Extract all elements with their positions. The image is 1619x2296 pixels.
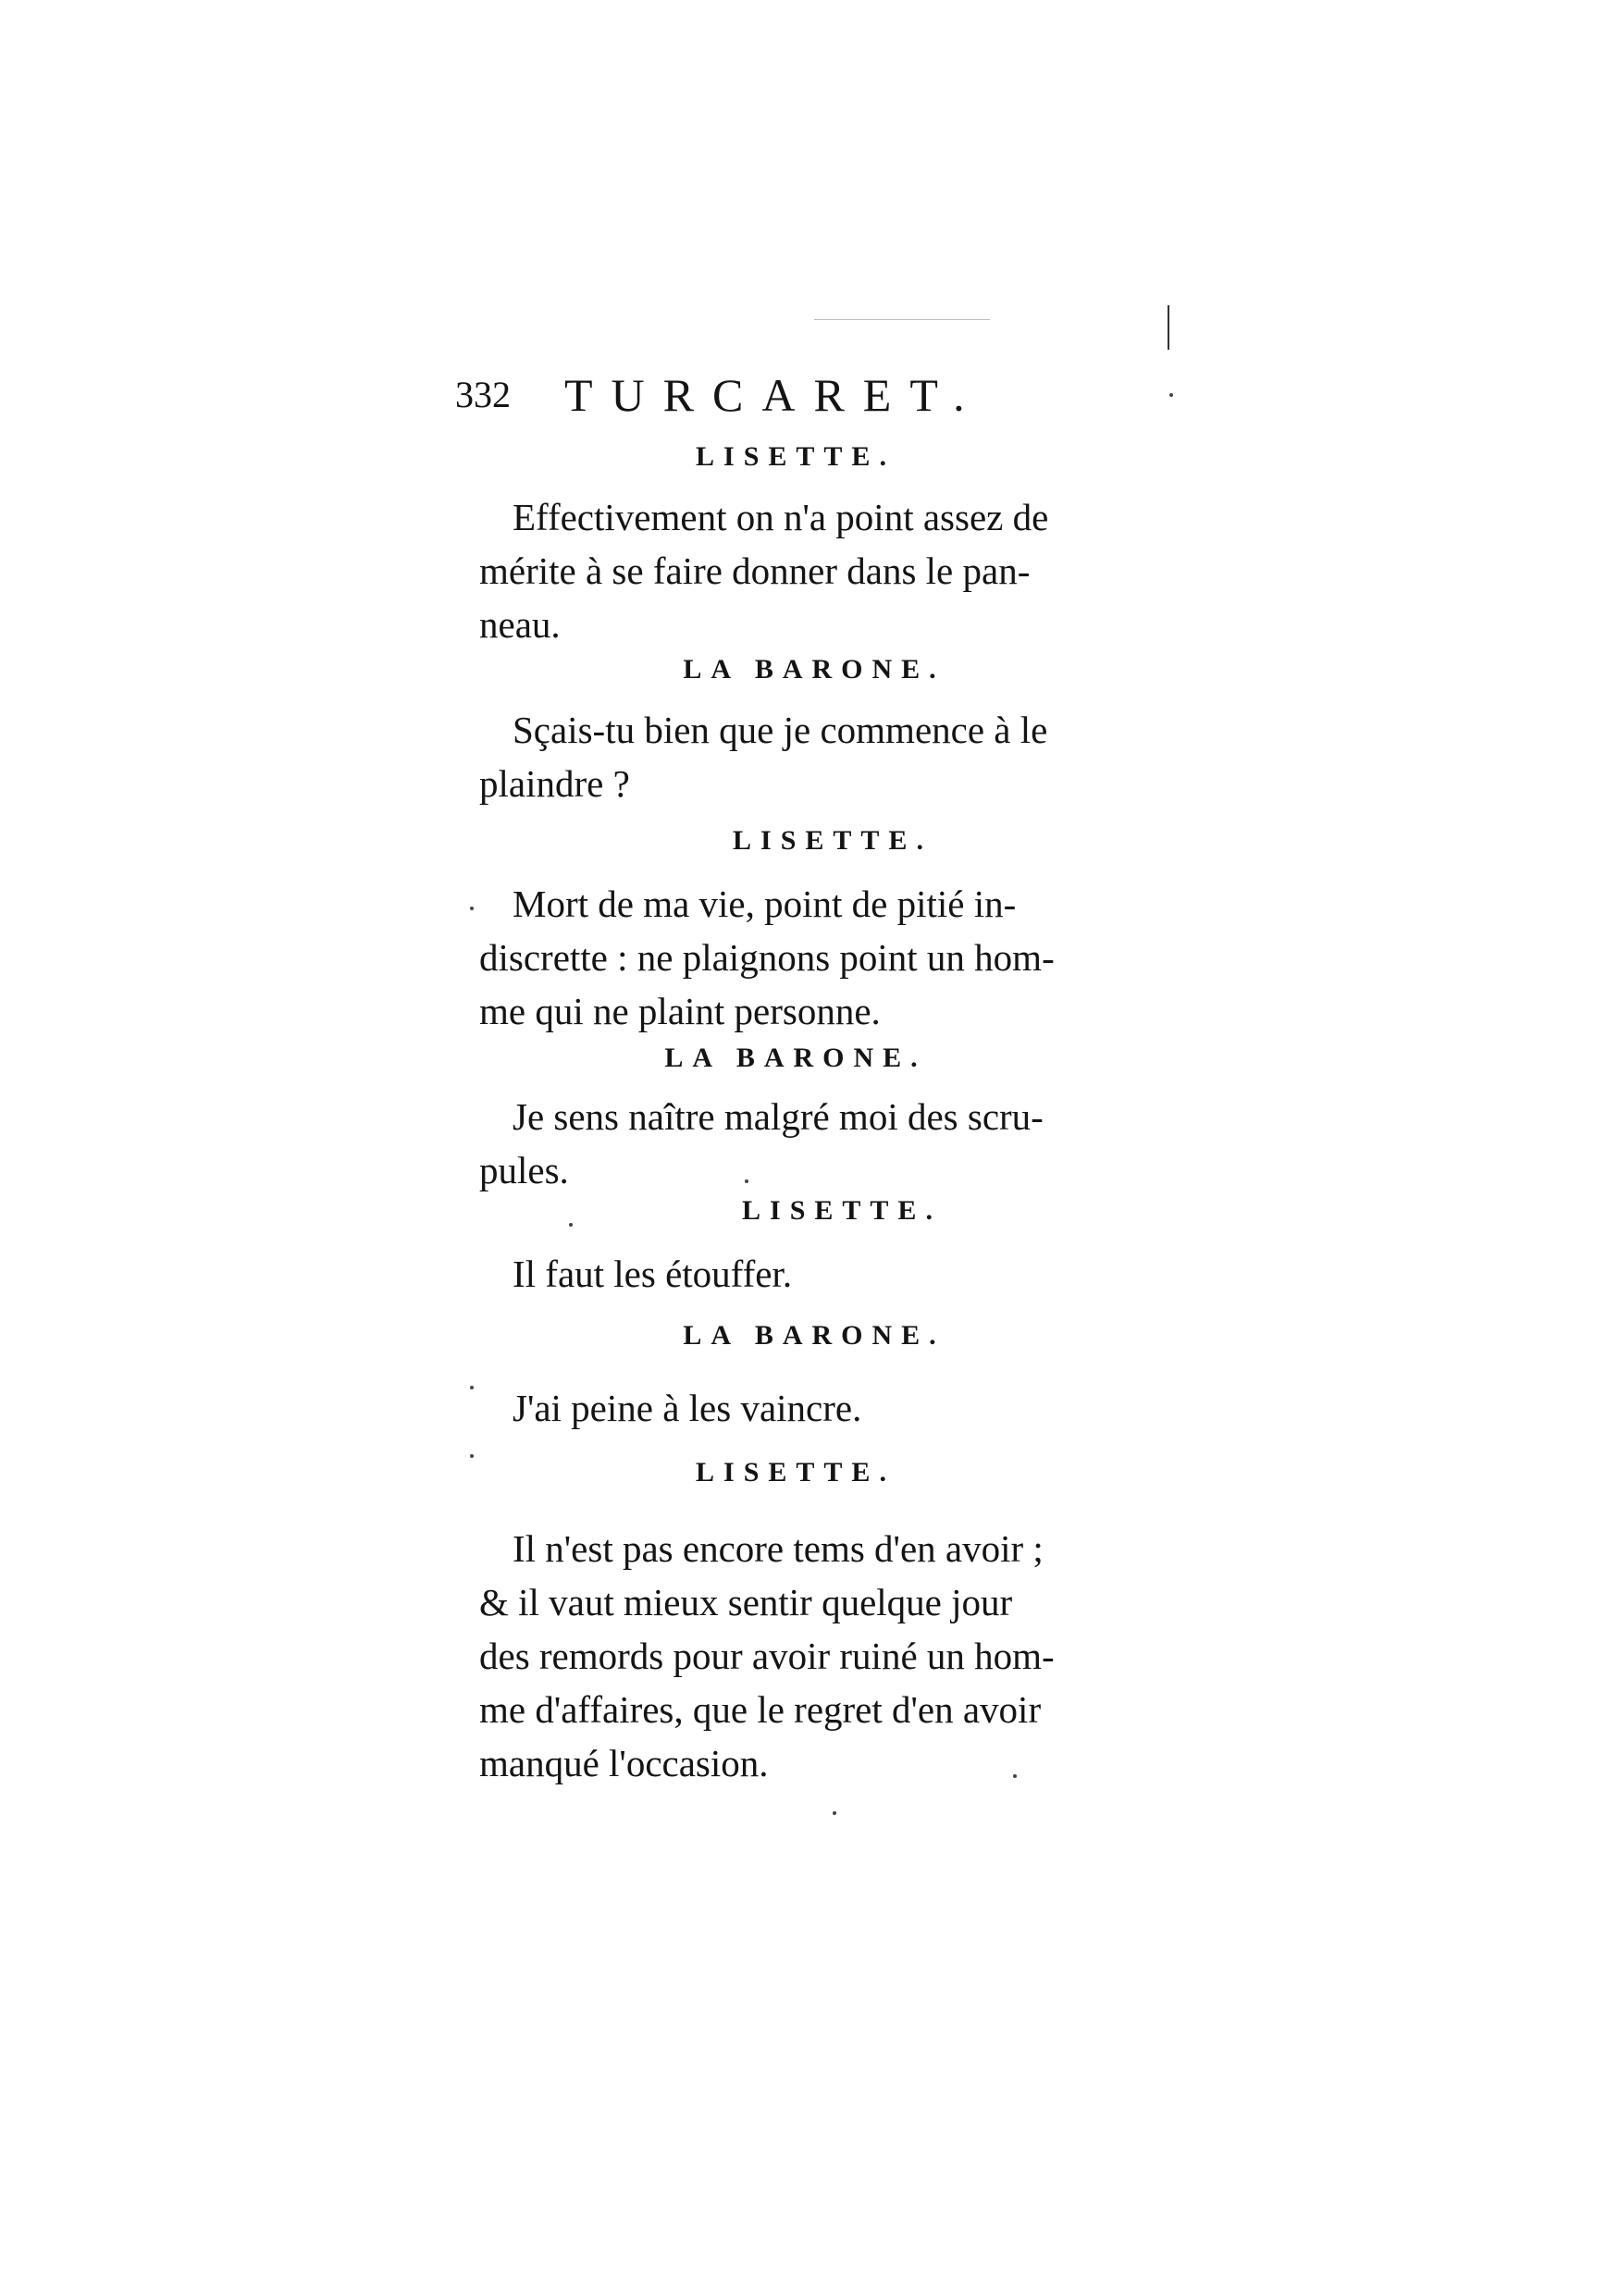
scan-dotted-rule xyxy=(814,319,990,320)
speaker-name: LA BARONE. xyxy=(683,1320,945,1351)
scan-edge-line xyxy=(1168,305,1169,350)
speech xyxy=(479,1090,1145,1197)
speech-line: Sçais-tu bien que je commence à le xyxy=(513,709,1048,751)
speaker-name: LISETTE. xyxy=(696,441,896,472)
speech-line: plaindre ? xyxy=(479,762,630,805)
speech-line: Effectivement on n'a point assez de xyxy=(513,496,1049,538)
speech xyxy=(479,490,1145,651)
speech-line: Il n'est pas encore tems d'en avoir ; xyxy=(513,1527,1044,1570)
speech xyxy=(479,1522,1145,1790)
speech-line: neau. xyxy=(479,603,561,646)
speech-line: me qui ne plaint personne. xyxy=(479,990,881,1032)
speech xyxy=(479,877,1145,1038)
speech-line: pules. xyxy=(479,1149,569,1191)
speech-line: des remords pour avoir ruiné un hom- xyxy=(479,1635,1055,1677)
running-header xyxy=(455,363,1047,427)
speech xyxy=(479,703,1145,810)
speech-line: manqué l'occasion. xyxy=(479,1742,769,1784)
speech-line: Il faut les étouffer. xyxy=(513,1253,793,1295)
speaker-name: LISETTE. xyxy=(696,1457,896,1487)
speech-line: J'ai peine à les vaincre. xyxy=(513,1387,862,1429)
speech xyxy=(479,1381,1145,1435)
speech-line: & il vaut mieux sentir quelque jour xyxy=(479,1581,1013,1623)
page-number: 332 xyxy=(455,374,511,415)
speaker-name: LA BARONE. xyxy=(683,654,945,685)
speech-line: discrette : ne plaignons point un hom- xyxy=(479,936,1055,979)
scan-speck xyxy=(833,1811,836,1815)
speaker-name: LISETTE. xyxy=(733,825,933,856)
speaker-name: LISETTE. xyxy=(742,1195,942,1226)
scan-speck xyxy=(470,907,474,910)
running-title: TURCARET. xyxy=(564,369,983,421)
scan-speck xyxy=(1169,393,1173,397)
speech-line: me d'affaires, que le regret d'en avoir xyxy=(479,1688,1042,1731)
speech-line: Mort de ma vie, point de pitié in- xyxy=(513,883,1017,925)
speech xyxy=(479,1247,1145,1301)
speech-line: mérite à se faire donner dans le pan- xyxy=(479,549,1031,592)
speech-line: Je sens naître malgré moi des scru- xyxy=(513,1095,1044,1138)
scan-speck xyxy=(470,1454,474,1458)
scan-speck xyxy=(470,1386,474,1389)
speaker-name: LA BARONE. xyxy=(664,1043,927,1073)
